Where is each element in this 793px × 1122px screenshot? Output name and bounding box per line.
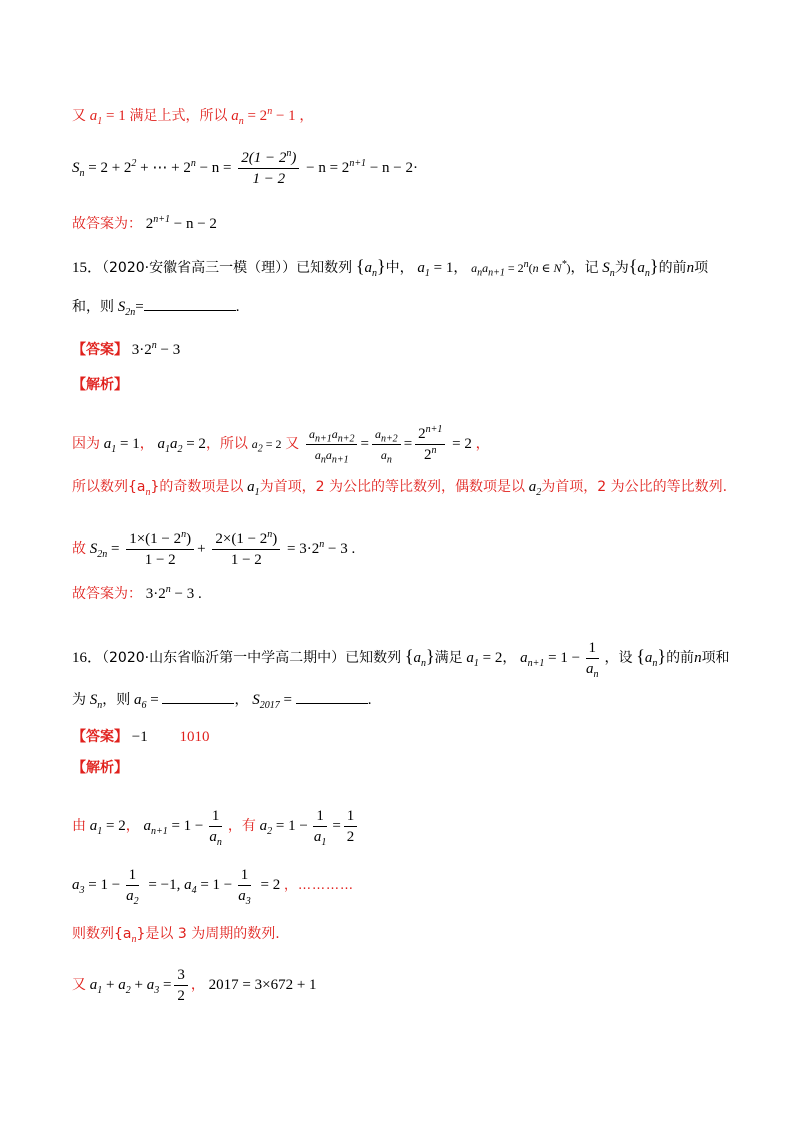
p16-step1-frac3: $\frac{1}{2}$ xyxy=(344,806,358,847)
p15-stem-line1: 15．（2020·安徽省高三一模（理））已知数列 $\{a_n\}$中， $a_1 = 1$， $a_na_{n+1} = 2^n(n$ ∈ N*)，记 $S_n$为$\{a_n\}$的前n项 xyxy=(72,256,709,279)
p16-blank-s2017[interactable] xyxy=(296,703,368,704)
p15-answer: 【答案】 $3\cdot 2^n - 3$ xyxy=(72,340,181,358)
p16-step1: 由 $a_1 = 2$， $a_{n+1} = 1$ − $\frac{1}{a_n}$ ，有 $a_2 = 1$ − $\frac{1}{a_1}$ = $\frac{1}{2}$ xyxy=(72,806,360,847)
p15-step1: 因为 $a_1 = 1$， $a_1a_2 = 2$，所以 $a_2 = 2$ 又 $\frac{a_{n+1}a_{n+2}}{a_na_{n+1}}$ = $\frac{a_{n+2}}{a_n}$ = $\frac{2^{n+1}}{2^n}$ = 2 ， xyxy=(72,424,490,466)
p15-ratio-frac1: $\frac{a_{n+1}a_{n+2}}{a_na_{n+1}}$ xyxy=(306,424,358,465)
p15-ratio-frac2: $\frac{a_{n+2}}{a_n}$ xyxy=(372,424,401,465)
p16-step3: 则数列$\{a_n\}$是以 3 为周期的数列. xyxy=(72,926,280,945)
p15-sum-frac1: $\frac{1\times(1 - 2^n)}{1 - 2}$ xyxy=(126,529,194,570)
p15-answer-blank[interactable] xyxy=(144,310,236,311)
p15-analysis-label: 【解析】 xyxy=(72,377,128,393)
p16-step4: 又 $a_1 + a_2 + a_3$ = $\frac{3}{2}$ ， 2017 = 3×672 + 1 xyxy=(72,967,317,1004)
p16-recurrence-frac: $\frac{1}{a_n}$ xyxy=(586,640,599,680)
p16-step4-frac: $\frac{3}{2}$ xyxy=(174,965,188,1006)
p16-number: 16． xyxy=(72,649,103,666)
p15-ratio-frac3: $\frac{2^{n+1}}{2^n}$ xyxy=(415,424,445,465)
p16-answer: 【答案】 −1 1010 xyxy=(72,729,210,745)
p16-step2-frac2: $\frac{1}{a_3}$ xyxy=(238,867,251,907)
p16-step1-frac2: $\frac{1}{a_1}$ xyxy=(313,808,327,848)
p15-number: 15． xyxy=(72,260,103,276)
p16-stem-line1: 16．（2020·山东省临沂第一中学高二期中）已知数列 $\{a_n\}$满足 $a_1 = 2$， $a_{n+1} = 1$ − $\frac{1}{a_n}$ ，设 $\{a_n\}$的前n项和 xyxy=(72,640,730,680)
p16-step2-frac1: $\frac{1}{a_2}$ xyxy=(126,867,139,907)
p16-analysis-label: 【解析】 xyxy=(72,760,128,776)
p14-fraction: $\frac{2(1 - 2^n)}{1 - 2}$ xyxy=(238,148,299,189)
p16-stem-line2: 为 $S_n$，则 $a_6$ = ， $S_{2017}$ = . xyxy=(72,692,372,711)
p14-sum-formula: $S_n = 2 + 2^2$ + ⋯ + $2^n - n$ = $\frac{2(1 - 2^n)}{1 - 2}$ − $n = 2^{n+1} - n - 2\cdot$ xyxy=(72,148,418,187)
p15-sum-frac2: $\frac{2\times(1 - 2^n)}{1 - 2}$ xyxy=(212,529,280,570)
p15-final-answer: 故答案为： $3\cdot 2^n - 3$ . xyxy=(72,584,202,602)
p14-line1: 又 $a_1 = 1$ 满足上式，所以 $a_n = 2^n - 1$ ， xyxy=(72,106,314,127)
p16-step1-frac1: $\frac{1}{a_n}$ xyxy=(209,808,222,848)
p15-stem-line2: 和，则 $S_{2n}=$ . xyxy=(72,299,240,318)
p14-answer: 故答案为： $2^{n+1} - n - 2$ xyxy=(72,214,217,232)
p16-blank-a6[interactable] xyxy=(162,703,234,704)
p15-step3: 故 $S_{2n}$ = $\frac{1\times(1 - 2^n)}{1 - 2}$ + $\frac{2\times(1 - 2^n)}{1 - 2}$ = $3\cdot 2^n - 3$ . xyxy=(72,529,356,568)
p15-step2: 所以数列$\{a_n\}$的奇数项是以 $a_1$为首项，2 为公比的等比数列，偶数项是以 $a_2$为首项，2 为公比的等比数列. xyxy=(72,479,728,498)
p16-step2: $a_3 = 1$ − $\frac{1}{a_2}$ = −1, $a_4 = 1$ − $\frac{1}{a_3}$ = 2 ，………… xyxy=(72,867,354,907)
